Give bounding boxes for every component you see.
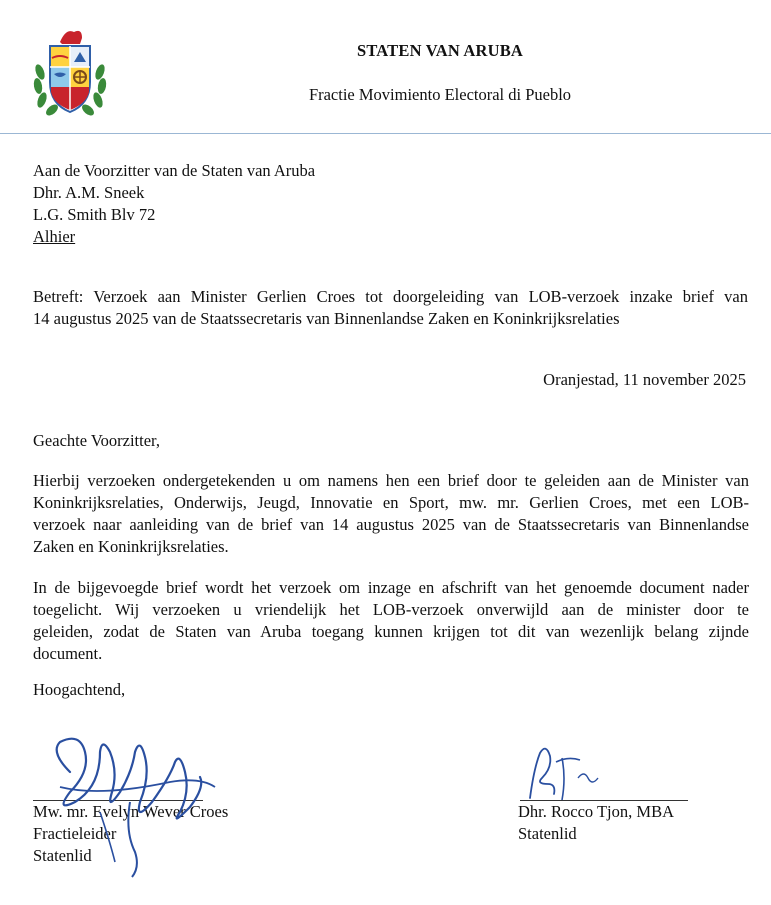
closing: Hoogachtend, (33, 680, 126, 699)
aruba-coat-of-arms-icon (30, 22, 110, 122)
signatory-name: Mw. mr. Evelyn Wever Croes (33, 802, 229, 821)
subject-line: Betreft: Verzoek aan Minister Gerlien Croes tot doorgeleiding van LOB-verzoek inzake brief van (33, 287, 748, 306)
body-line: toegelicht. Wij verzoeken u vriendelijk het LOB-verzoek onverwijld aan de minister door te (33, 600, 749, 619)
body-line: Koninkrijksrelaties, Onderwijs, Jeugd, Innovatie en Sport, mw. mr. Gerlien Croes, met een LOB- (33, 493, 749, 512)
body-line: verzoek naar aanleiding van de brief van 14 augustus 2025 van de Staatssecretaris van Binnenlandse (33, 515, 749, 534)
handwritten-signature-icon (522, 738, 612, 808)
page-title: STATEN VAN ARUBA (356, 41, 524, 60)
subject-line: 14 augustus 2025 van de Staatssecretaris van Binnenlandse Zaken en Koninkrijksrelaties (33, 309, 620, 328)
handwritten-signature-icon (40, 732, 240, 882)
body-line: Zaken en Koninkrijksrelaties. (33, 537, 229, 556)
addressee-line: Alhier (33, 227, 76, 246)
signatory-role: Fractieleider (33, 824, 117, 843)
addressee-line: Dhr. A.M. Sneek (33, 183, 145, 202)
signatory-name: Dhr. Rocco Tjon, MBA (518, 802, 674, 821)
body-line: In de bijgevoegde brief wordt het verzoek om inzage en afschrift van het genoemde document nader (33, 578, 749, 597)
addressee-line: Aan de Voorzitter van de Staten van Aruba (33, 161, 316, 180)
body-line: geleiden, zodat de Staten van Aruba toegang kunnen krijgen tot dit van wezenlijk belang zijnde (33, 622, 749, 641)
letter-date: Oranjestad, 11 november 2025 (543, 370, 746, 389)
addressee-line: L.G. Smith Blv 72 (33, 205, 156, 224)
body-line: Hierbij verzoeken ondergetekenden u om namens hen een brief door te geleiden aan de Minister van (33, 471, 749, 490)
signatory-body: Statenlid (33, 846, 92, 865)
salutation: Geachte Voorzitter, (33, 431, 161, 450)
signatory-role: Statenlid (518, 824, 577, 843)
body-line: document. (33, 644, 103, 663)
header-divider (0, 133, 771, 134)
party-subtitle: Fractie Movimiento Electoral di Pueblo (308, 85, 572, 104)
